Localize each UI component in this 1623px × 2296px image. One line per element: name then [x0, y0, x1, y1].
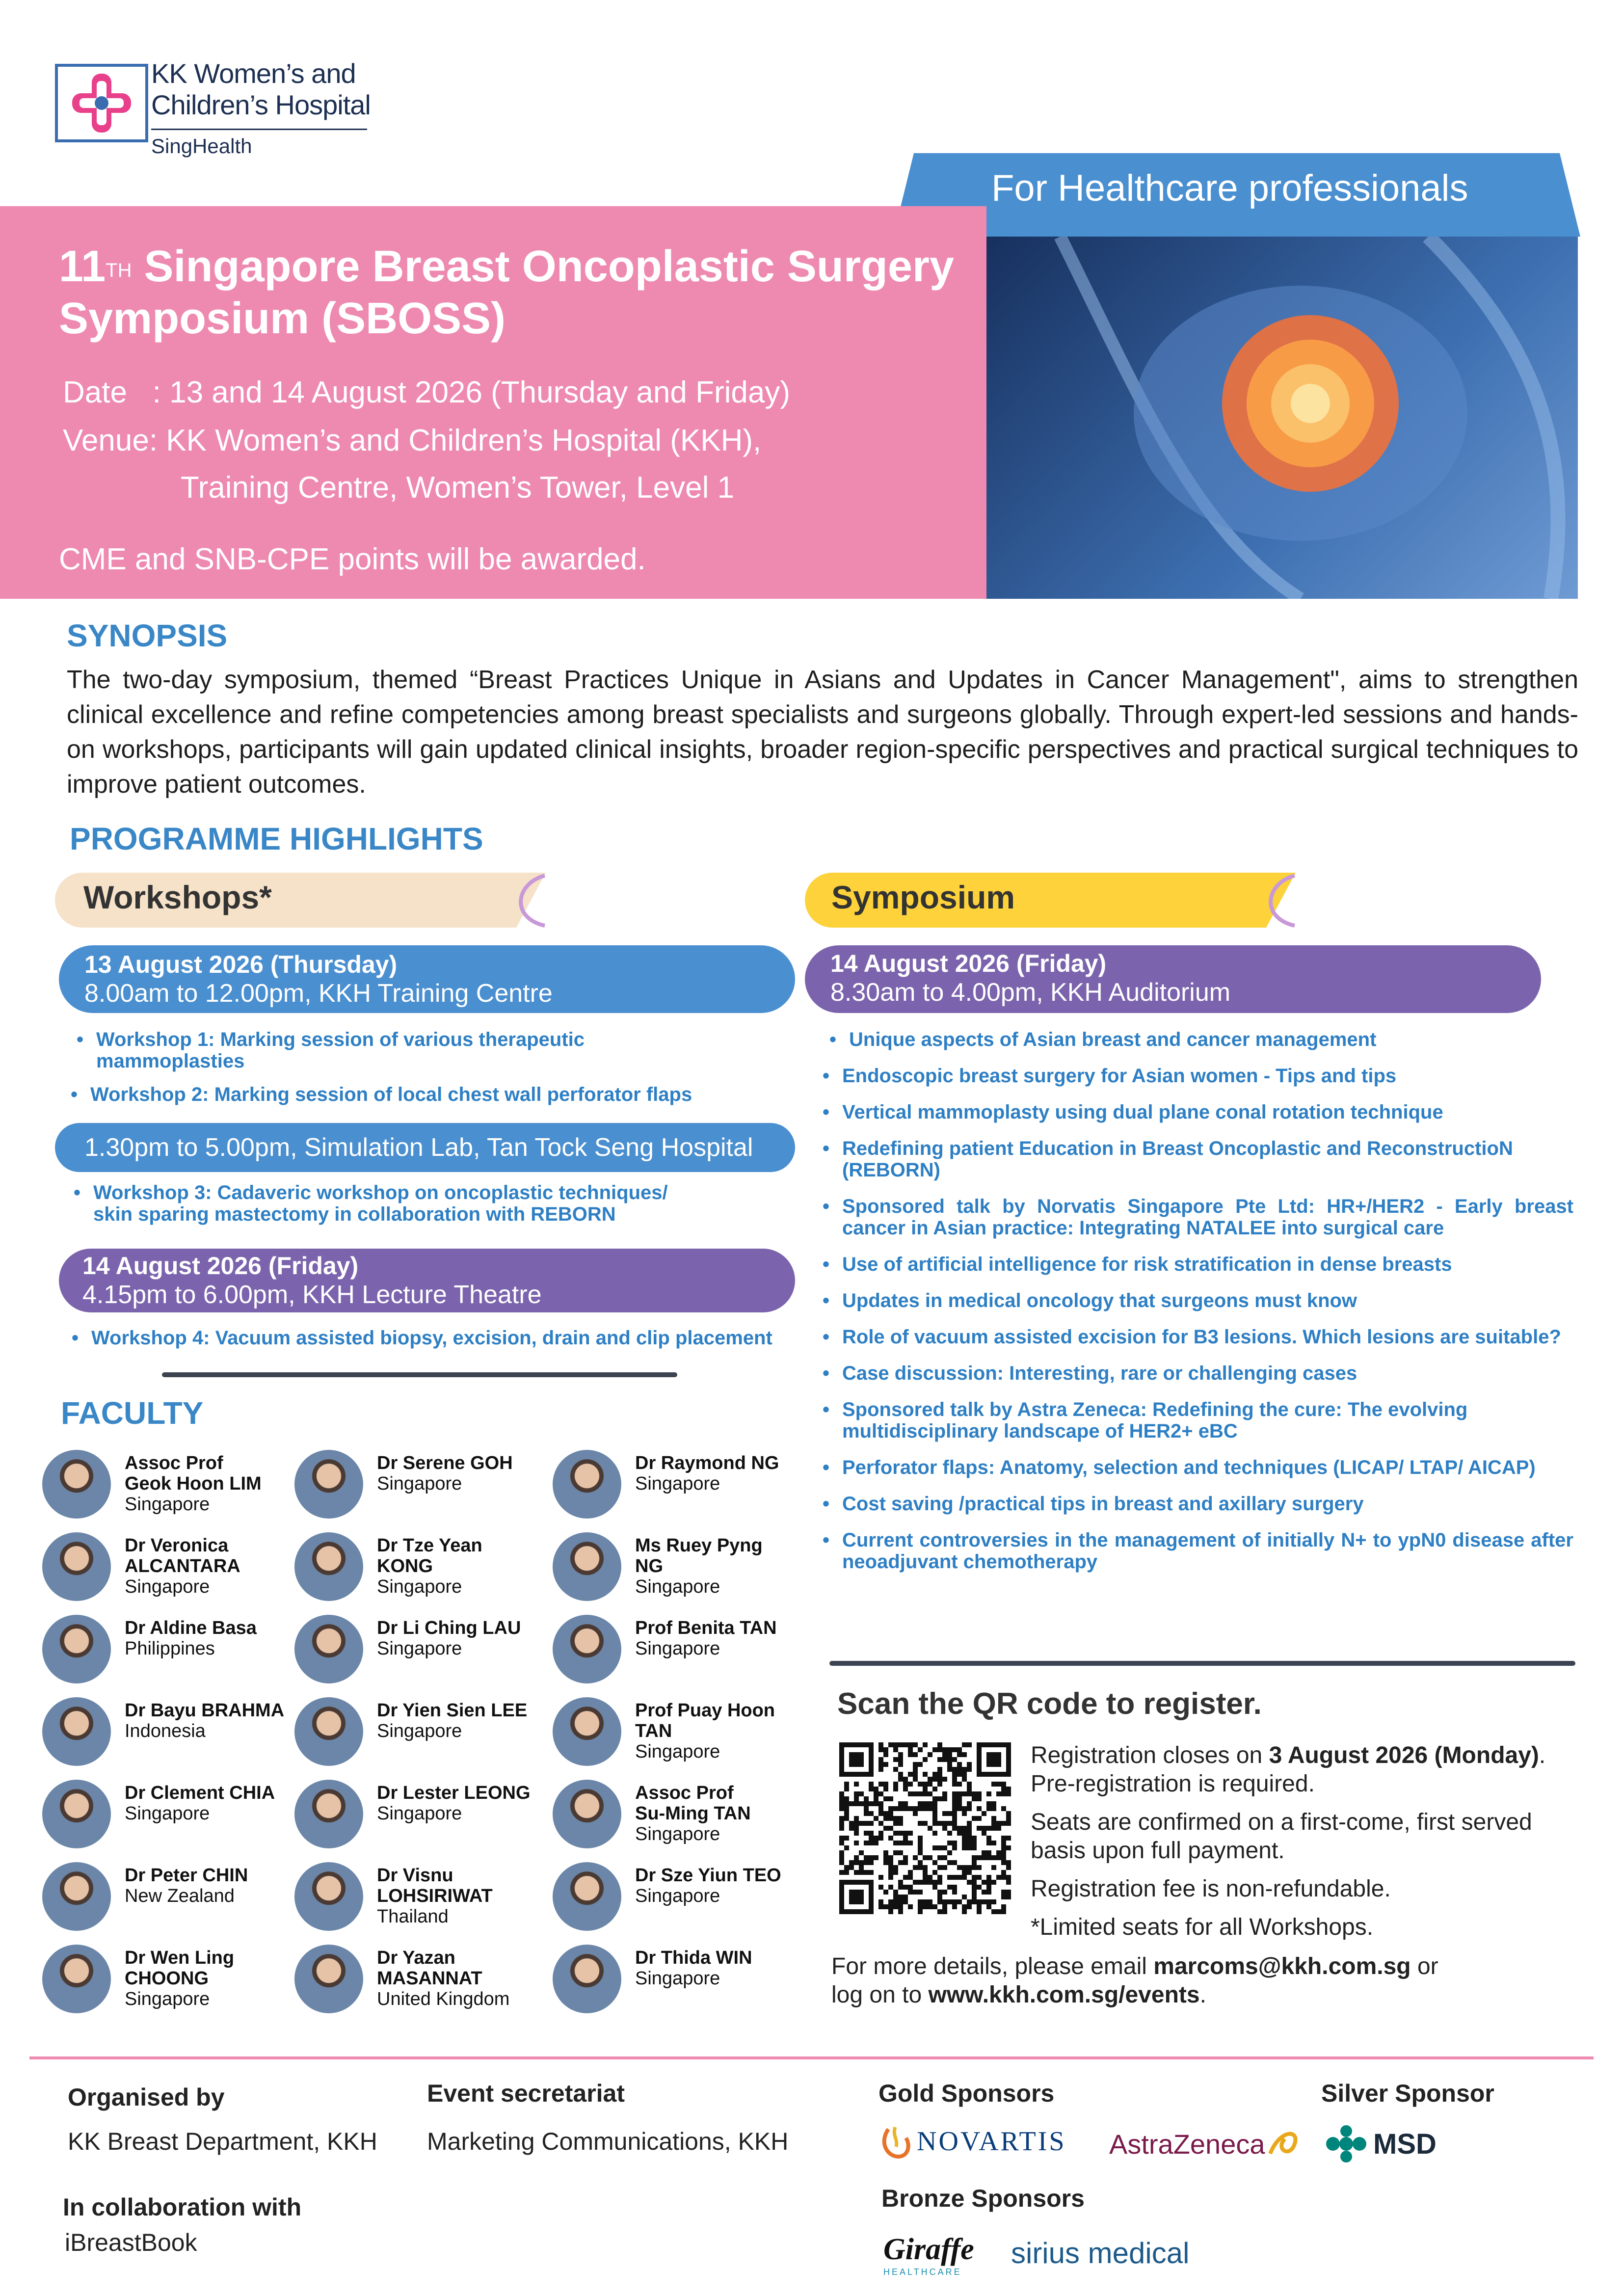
faculty-text — [125, 1453, 262, 1515]
faculty-text — [125, 1618, 257, 1659]
faculty-member — [553, 1862, 781, 1931]
event-date: Date : 13 and 14 August 2026 (Thursday and Friday) — [63, 375, 791, 409]
faculty-member — [553, 1945, 752, 2013]
symposium-topic: • Role of vacuum assisted excision for B3 lesions. Which lesions are suitable? — [842, 1326, 1573, 1348]
faculty-country: Singapore — [377, 1721, 462, 1741]
faculty-name: Prof Benita TAN — [635, 1618, 777, 1638]
kkh-cross-icon — [70, 71, 133, 135]
faculty-name: Dr Tze Yean KONG — [377, 1535, 482, 1576]
symposium-topic: • Updates in medical oncology that surgeons must know — [842, 1290, 1573, 1311]
faculty-text — [125, 1948, 234, 2009]
registration-closes — [1031, 1741, 1580, 1770]
symposium-banner — [805, 945, 1541, 1013]
workshop-2: • Workshop 2: Marking session of local chest wall perforator flaps — [90, 1084, 777, 1105]
workshops-label: Workshops* — [83, 879, 272, 915]
faculty-name: Dr Raymond NG — [635, 1453, 779, 1473]
workshop-1: • Workshop 1: Marking session of various therapeutic mammoplasties — [96, 1029, 636, 1072]
audience-text: For Healthcare professionals — [991, 167, 1468, 209]
faculty-text — [377, 1618, 521, 1659]
gold-sponsors-label: Gold Sponsors — [878, 2080, 1055, 2107]
faculty-text — [125, 1535, 240, 1597]
faculty-country: Singapore — [635, 1968, 720, 1989]
collaboration-value: iBreastBook — [65, 2229, 197, 2256]
workshop-day1-date: 13 August 2026 (Thursday) — [84, 951, 398, 978]
faculty-photo — [553, 1780, 621, 1848]
faculty-photo — [294, 1780, 363, 1848]
faculty-photo — [42, 1945, 111, 2013]
faculty-country: Singapore — [635, 1886, 720, 1906]
closes-suffix: . — [1539, 1742, 1546, 1768]
faculty-name: Dr Aldine Basa — [125, 1618, 257, 1638]
faculty-text — [125, 1865, 248, 1906]
symposium-label: Symposium — [831, 879, 1015, 915]
faculty-country: Singapore — [635, 1638, 720, 1659]
breast-illustration — [986, 237, 1578, 599]
seats-note: Seats are confirmed on a first-come, first served basis upon full payment. — [1031, 1809, 1532, 1864]
astrazeneca-swirl-icon — [1265, 2124, 1304, 2163]
singhealth-label: SingHealth — [151, 134, 252, 158]
symposium-topic: • Sponsored talk by Astra Zeneca: Redefining the cure: The evolving multidisciplinary landscape of HER2+ eBC — [842, 1399, 1573, 1442]
sirius-medical-logo: sirius medical — [1011, 2237, 1190, 2269]
register-heading: Scan the QR code to register. — [837, 1687, 1262, 1721]
faculty-country: United Kingdom — [377, 1989, 510, 2009]
astrazeneca-logo — [1109, 2124, 1304, 2163]
faculty-name: Dr Serene GOH — [377, 1453, 513, 1473]
faculty-name: Dr Visnu LOHSIRIWAT — [377, 1865, 493, 1906]
msd-icon — [1324, 2124, 1368, 2163]
faculty-member — [42, 1780, 275, 1848]
contact-email-link[interactable]: marcoms@kkh.com.sg — [1153, 1953, 1411, 1979]
secretariat-label: Event secretariat — [427, 2080, 625, 2107]
faculty-photo — [553, 1615, 621, 1683]
organised-value: KK Breast Department, KKH — [68, 2128, 377, 2155]
faculty-photo — [42, 1450, 111, 1519]
secretariat-value: Marketing Communications, KKH — [427, 2128, 789, 2155]
swoosh-icon — [496, 874, 550, 928]
title-line2: Symposium (SBOSS) — [59, 294, 506, 343]
faculty-name: Dr Lester LEONG — [377, 1783, 531, 1803]
faculty-name: Dr Sze Yiun TEO — [635, 1865, 781, 1886]
faculty-country: Singapore — [377, 1803, 462, 1824]
hospital-name — [151, 58, 371, 121]
faculty-text — [125, 1700, 284, 1741]
event-venue-line2: Training Centre, Women’s Tower, Level 1 — [181, 471, 735, 505]
faculty-name: Assoc Prof Su-Ming TAN — [635, 1783, 751, 1824]
faculty-name: Dr Yien Sien LEE — [377, 1700, 528, 1721]
cme-note: CME and SNB-CPE points will be awarded. — [59, 542, 646, 576]
giraffe-sub: HEALTHCARE — [883, 2267, 962, 2277]
bronze-sponsors-label: Bronze Sponsors — [881, 2185, 1085, 2212]
faculty-name: Dr Wen Ling CHOONG — [125, 1948, 235, 1989]
workshop-afternoon-banner — [55, 1123, 795, 1172]
closes-prefix: Registration closes on — [1031, 1742, 1269, 1768]
fee-note: Registration fee is non-refundable. — [1031, 1876, 1391, 1902]
programme-heading: PROGRAMME HIGHLIGHTS — [70, 821, 483, 856]
faculty-country: New Zealand — [125, 1886, 235, 1906]
collaboration-label: In collaboration with — [63, 2193, 302, 2221]
faculty-name: Dr Clement CHIA — [125, 1783, 275, 1803]
faculty-text — [635, 1783, 751, 1844]
faculty-photo — [553, 1532, 621, 1601]
faculty-text — [635, 1865, 781, 1906]
msd-wordmark: MSD — [1373, 2128, 1437, 2160]
symposium-topic: • Redefining patient Education in Breast Oncoplastic and ReconstructioN (REBORN) — [842, 1138, 1573, 1181]
hospital-name-line2: Children’s Hospital — [151, 89, 371, 120]
faculty-country: Singapore — [635, 1576, 720, 1597]
faculty-country: Singapore — [635, 1824, 720, 1844]
faculty-name: Dr Veronica ALCANTARA — [125, 1535, 240, 1576]
synopsis-heading: SYNOPSIS — [67, 618, 228, 653]
faculty-member — [294, 1450, 513, 1519]
symposium-topic: • Current controversies in the management of initially N+ to ypN0 disease after neoadjuvant chemotherapy — [842, 1529, 1573, 1573]
faculty-name: Dr Peter CHIN — [125, 1865, 248, 1886]
title-rest: Singapore Breast Oncoplastic Surgery — [144, 242, 954, 291]
logo-divider — [151, 129, 367, 130]
symposium-topic: • Sponsored talk by Norvatis Singapore Pte Ltd: HR+/HER2 - Early breast cancer in Asian practice: Integrating NATALEE into surgical care — [842, 1196, 1573, 1239]
novartis-logo — [878, 2124, 1066, 2159]
symposium-topic: • Endoscopic breast surgery for Asian women - Tips and tips — [842, 1065, 1573, 1087]
giraffe-wordmark: Giraffe — [883, 2233, 974, 2266]
faculty-photo — [294, 1862, 363, 1931]
workshop-3 — [93, 1182, 780, 1225]
workshop-day1-time: 8.00am to 12.00pm, KKH Training Centre — [84, 979, 553, 1008]
faculty-country: Indonesia — [125, 1721, 206, 1741]
symposium-topic: • Vertical mammoplasty using dual plane conal rotation technique — [842, 1101, 1573, 1123]
faculty-member — [294, 1615, 521, 1683]
event-title — [59, 240, 982, 345]
workshop-day2-date: 14 August 2026 (Friday) — [82, 1252, 359, 1280]
preregistration-note: Pre-registration is required. — [1031, 1771, 1315, 1797]
section-divider — [829, 1661, 1575, 1666]
faculty-photo — [294, 1945, 363, 2013]
title-suffix: TH — [106, 260, 132, 281]
workshop-day1-banner — [59, 945, 795, 1013]
faculty-country: Singapore — [377, 1576, 462, 1597]
faculty-photo — [294, 1450, 363, 1519]
details-mid: or — [1410, 1953, 1438, 1979]
faculty-member — [553, 1450, 779, 1519]
faculty-member — [42, 1532, 240, 1601]
symposium-date: 14 August 2026 (Friday) — [830, 950, 1107, 977]
faculty-member — [42, 1697, 284, 1766]
faculty-heading: FACULTY — [61, 1395, 204, 1431]
faculty-country: Singapore — [377, 1638, 462, 1659]
workshop-3-line2: skin sparing mastectomy in collaboration with REBORN — [93, 1203, 616, 1225]
faculty-member — [553, 1615, 777, 1683]
faculty-text — [377, 1453, 513, 1494]
faculty-member — [294, 1697, 527, 1766]
faculty-photo — [42, 1532, 111, 1601]
faculty-photo — [553, 1697, 621, 1766]
symposium-topic: • Case discussion: Interesting, rare or challenging cases — [842, 1362, 1573, 1384]
faculty-member — [294, 1945, 509, 2013]
faculty-photo — [294, 1615, 363, 1683]
faculty-member — [294, 1780, 531, 1848]
faculty-photo — [42, 1615, 111, 1683]
faculty-name: Dr Yazan MASANNAT — [377, 1948, 482, 1989]
faculty-country: Singapore — [377, 1473, 462, 1494]
giraffe-logo — [883, 2232, 974, 2277]
limited-seats-note: *Limited seats for all Workshops. — [1031, 1914, 1374, 1940]
faculty-country: Thailand — [377, 1906, 449, 1927]
symposium-topic: • Perforator flaps: Anatomy, selection and techniques (LICAP/ LTAP/ AICAP) — [842, 1457, 1573, 1478]
faculty-photo — [294, 1697, 363, 1766]
faculty-name: Dr Thida WIN — [635, 1948, 752, 1968]
events-url-link[interactable]: www.kkh.com.sg/events — [928, 1982, 1200, 2008]
faculty-photo — [553, 1945, 621, 2013]
faculty-member — [42, 1450, 262, 1519]
workshop-4: • Workshop 4: Vacuum assisted biopsy, excision, drain and clip placement — [91, 1327, 808, 1349]
hospital-name-line1: KK Women’s and — [151, 58, 356, 89]
contact-info — [831, 1952, 1568, 2009]
faculty-photo — [42, 1862, 111, 1931]
title-number: 11 — [59, 242, 106, 291]
workshop-day2-time: 4.15pm to 6.00pm, KKH Lecture Theatre — [82, 1281, 542, 1309]
faculty-name: Ms Ruey Pyng NG — [635, 1535, 763, 1576]
faculty-country: Philippines — [125, 1638, 215, 1659]
faculty-photo — [553, 1450, 621, 1519]
registration-qr-code[interactable] — [839, 1742, 1011, 1914]
astrazeneca-wordmark: AstraZeneca — [1109, 2128, 1265, 2160]
closes-date: 3 August 2026 (Monday) — [1269, 1742, 1539, 1768]
novartis-wordmark: NOVARTIS — [917, 2126, 1066, 2157]
section-divider — [162, 1372, 677, 1377]
faculty-text — [377, 1948, 509, 2009]
faculty-name: Dr Bayu BRAHMA — [125, 1700, 285, 1721]
footer-divider — [29, 2056, 1594, 2059]
details-prefix: For more details, please email — [831, 1953, 1154, 1979]
faculty-member — [294, 1532, 482, 1601]
faculty-photo — [42, 1780, 111, 1848]
symposium-time: 8.30am to 4.00pm, KKH Auditorium — [830, 978, 1231, 1007]
faculty-country: Singapore — [635, 1473, 720, 1494]
symposium-topics — [842, 1029, 1573, 1587]
faculty-country: Singapore — [125, 1803, 210, 1824]
faculty-country: Singapore — [125, 1494, 210, 1515]
faculty-country: Singapore — [125, 1576, 210, 1597]
faculty-photo — [553, 1862, 621, 1931]
synopsis-text: The two-day symposium, themed “Breast Practices Unique in Asians and Updates in Cancer Management", aims to strengthen clinical excellence and refine competencies among breast specialists and surgeons globally. Through expert-led sessions and hands-on workshops, participants will gain updated clinical insights, broader region-specific perspectives and practical surgical techniques to improve patient outcomes. — [67, 666, 1578, 799]
faculty-text — [635, 1700, 775, 1762]
faculty-text — [635, 1453, 779, 1494]
workshop-afternoon-time: 1.30pm to 5.00pm, Simulation Lab, Tan Tock Seng Hospital — [84, 1133, 753, 1162]
faculty-text — [377, 1700, 527, 1741]
details-end: . — [1199, 1982, 1206, 2008]
organised-label: Organised by — [68, 2083, 225, 2111]
kkh-logo — [55, 64, 148, 142]
faculty-text — [377, 1783, 531, 1824]
symposium-topic: • Use of artificial intelligence for risk stratification in dense breasts — [842, 1254, 1573, 1275]
faculty-text — [377, 1535, 482, 1597]
faculty-text — [377, 1865, 493, 1927]
faculty-text — [125, 1783, 275, 1824]
msd-logo — [1324, 2124, 1437, 2163]
faculty-text — [635, 1618, 777, 1659]
registration-info — [1031, 1741, 1580, 1942]
faculty-member — [553, 1697, 775, 1766]
faculty-photo — [42, 1697, 111, 1766]
symposium-topic: • Unique aspects of Asian breast and cancer management — [849, 1029, 1573, 1050]
workshop-3-line1: Workshop 3: Cadaveric workshop on oncoplastic techniques/ — [93, 1182, 668, 1203]
faculty-member — [294, 1862, 493, 1931]
faculty-name: Assoc Prof Geok Hoon LIM — [125, 1453, 262, 1494]
novartis-flame-icon — [878, 2124, 913, 2159]
swoosh-icon — [1246, 874, 1300, 928]
faculty-member — [553, 1780, 751, 1848]
details-logon: log on to — [831, 1982, 929, 2008]
faculty-member — [42, 1615, 257, 1683]
silver-sponsor-label: Silver Sponsor — [1321, 2080, 1494, 2107]
event-venue-line1: Venue: KK Women’s and Children’s Hospital (KKH), — [63, 424, 762, 457]
faculty-text — [635, 1535, 763, 1597]
faculty-photo — [294, 1532, 363, 1601]
symposium-topic: • Cost saving /practical tips in breast and axillary surgery — [842, 1493, 1573, 1515]
faculty-member — [42, 1862, 248, 1931]
faculty-name: Dr Li Ching LAU — [377, 1618, 521, 1638]
workshop-day2-banner — [59, 1249, 795, 1312]
faculty-country: Singapore — [635, 1741, 720, 1762]
faculty-name: Prof Puay Hoon TAN — [635, 1700, 775, 1741]
faculty-text — [635, 1948, 752, 1989]
faculty-member — [553, 1532, 763, 1601]
faculty-member — [42, 1945, 234, 2013]
faculty-country: Singapore — [125, 1989, 210, 2009]
